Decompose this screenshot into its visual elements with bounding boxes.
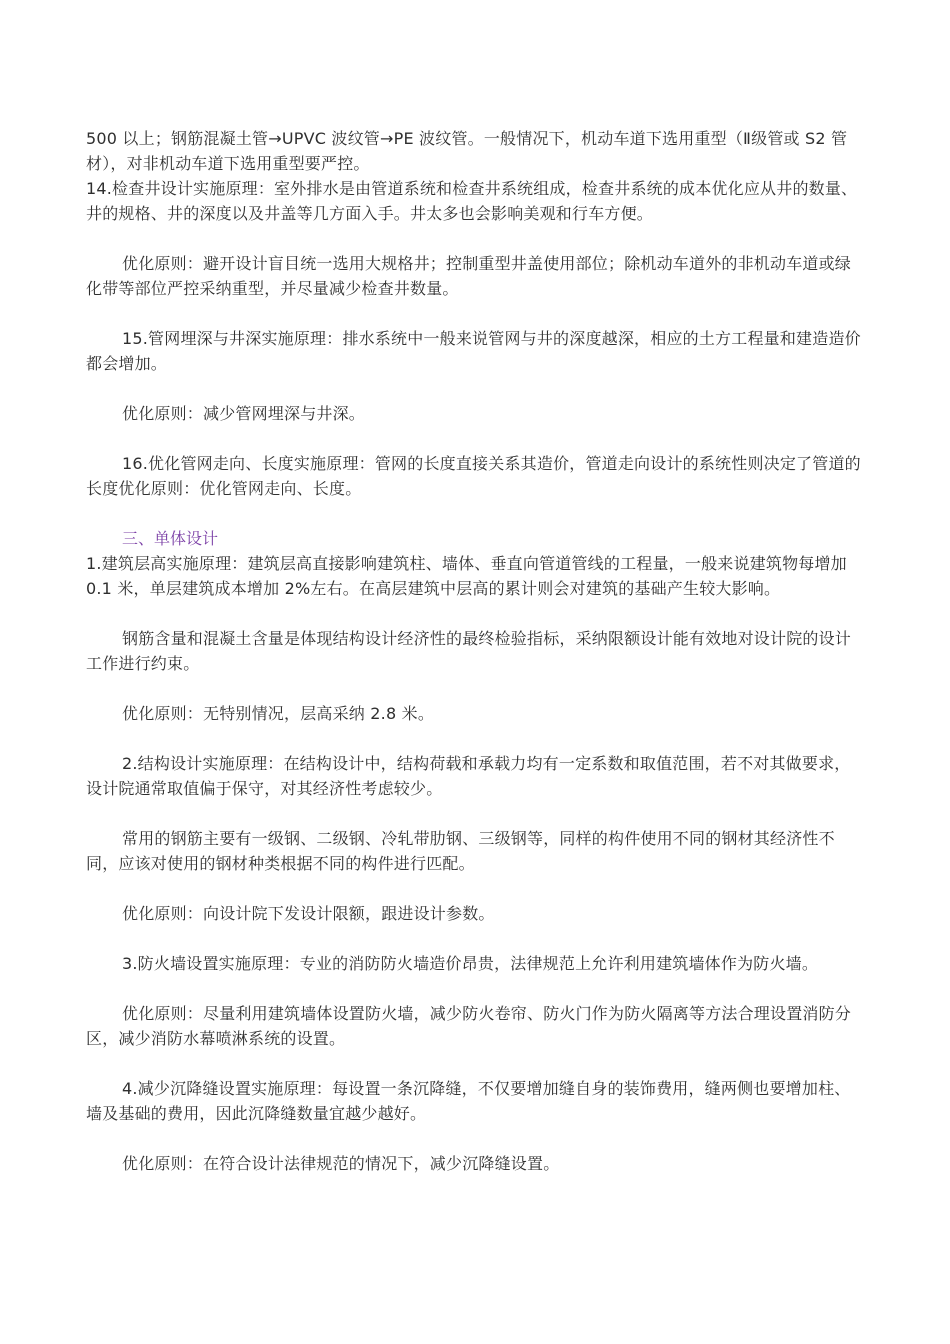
spacer [86,976,866,1001]
paragraph-rebar-types: 常用的钢筋主要有一级钢、二级钢、冷轧带肋钢、三级钢等，同样的构件使用不同的钢材其经济性不同，应该对使用的钢材种类根据不同的构件进行匹配。 [86,829,835,873]
paragraph-settlement-joint-principle: 4.减少沉降缝设置实施原理：每设置一条沉降缝，不仅要增加缝自身的装饰费用，缝两侧也要增加柱、墙及基础的费用，因此沉降缝数量宜越少越好。 [86,1079,851,1123]
spacer [86,301,866,326]
spacer [86,876,866,901]
paragraph-firewall-optimization: 优化原则：尽量利用建筑墙体设置防火墙，减少防火卷帘、防火门作为防火隔离等方法合理设置消防分区，减少消防水幕喷淋系统的设置。 [86,1004,852,1048]
spacer [86,376,866,401]
paragraph-pipe-depth-principle: 15.管网埋深与井深实施原理：排水系统中一般来说管网与井的深度越深，相应的土方工程量和建造造价都会增加。 [86,329,861,373]
spacer [86,801,866,826]
spacer [86,926,866,951]
paragraph-floor-height-optimization: 优化原则：无特别情况，层高采纳 2.8 米。 [122,704,435,723]
paragraph-inspection-well-principle: 14.检查井设计实施原理：室外排水是由管道系统和检查井系统组成，检查井系统的成本优化应从井的数量、井的规格、井的深度以及井盖等几方面入手。井太多也会影响美观和行车方便。 [86,179,858,223]
spacer [86,1051,866,1076]
paragraph-structural-design-principle: 2.结构设计实施原理：在结构设计中，结构荷载和承载力均有一定系数和取值范围，若不对其做要求，设计院通常取值偏于保守，对其经济性考虑较少。 [86,754,851,798]
spacer [86,426,866,451]
spacer [86,726,866,751]
paragraph-structural-optimization: 优化原则：向设计院下发设计限额，跟进设计参数。 [122,904,495,923]
paragraph-inspection-well-optimization: 优化原则：避开设计盲目统一选用大规格井；控制重型井盖使用部位；除机动车道外的非机动车道或绿化带等部位严控采纳重型，并尽量减少检查井数量。 [86,254,852,298]
spacer [86,601,866,626]
paragraph-pipe-depth-optimization: 优化原则：减少管网埋深与井深。 [122,404,366,423]
paragraph-settlement-joint-optimization: 优化原则：在符合设计法律规范的情况下，减少沉降缝设置。 [122,1154,560,1173]
spacer [86,1126,866,1151]
section-heading-building-design: 三、单体设计 [122,529,219,548]
paragraph-firewall-principle: 3.防火墙设置实施原理：专业的消防防火墙造价昂贵，法律规范上允许利用建筑墙体作为防火墙。 [122,954,819,973]
paragraph-floor-height-principle: 1.建筑层高实施原理：建筑层高直接影响建筑柱、墙体、垂直向管道管线的工程量，一般来说建筑物每增加 0.1 米，单层建筑成本增加 2%左右。在高层建筑中层高的累计则会对建筑的基础产生较大影响。 [86,554,847,598]
spacer [86,676,866,701]
document-page [86,126,866,1176]
spacer [86,226,866,251]
paragraph-pipe-route-principle: 16.优化管网走向、长度实施原理：管网的长度直接关系其造价，管道走向设计的系统性则决定了管道的长度优化原则：优化管网走向、长度。 [86,454,861,498]
paragraph-pipe-selection: 500 以上；钢筋混凝土管→UPVC 波纹管→PE 波纹管。一般情况下，机动车道下选用重型（Ⅱ级管或 S2 管材），对非机动车道下选用重型要严控。 [86,129,848,173]
spacer [86,501,866,526]
paragraph-rebar-concrete-content: 钢筋含量和混凝土含量是体现结构设计经济性的最终检验指标，采纳限额设计能有效地对设计院的设计工作进行约束。 [86,629,852,673]
